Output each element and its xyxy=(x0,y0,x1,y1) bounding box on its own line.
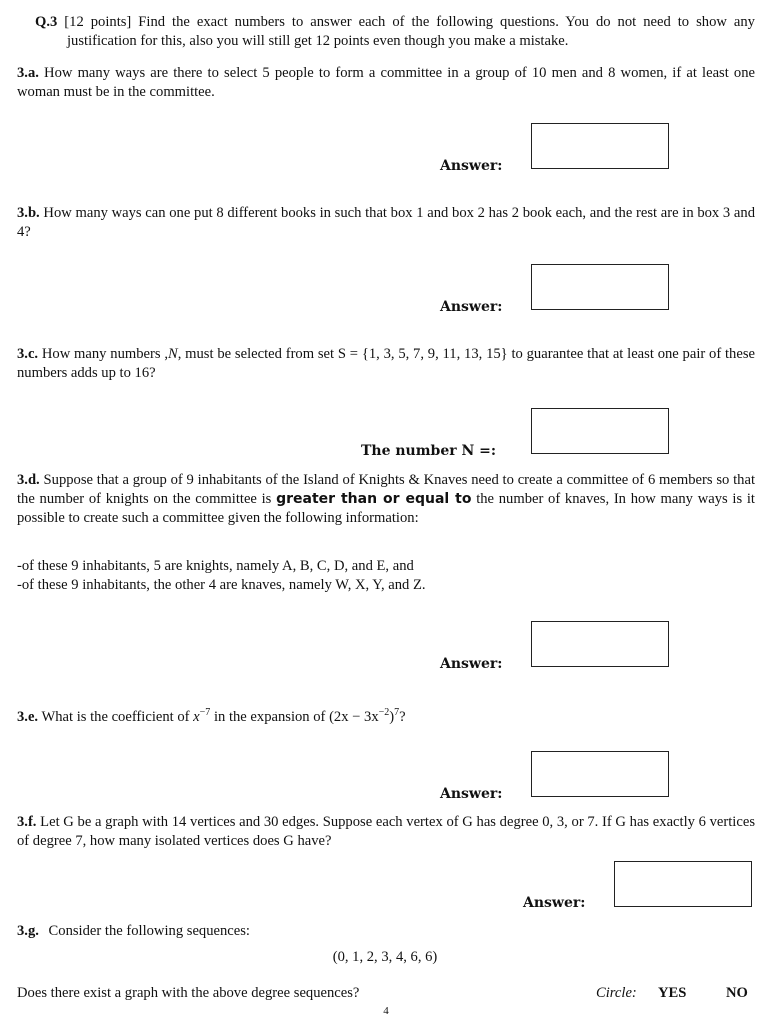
question-3e-expansion-close: ) xyxy=(389,709,395,725)
question-3b-text: How many ways can one put 8 different books in such that box 1 and box 2 has 2 book each, and the rest are in box 3 and 4? xyxy=(17,205,755,240)
answer-3b-box[interactable] xyxy=(531,264,669,310)
question-3g-intro: Consider the following sequences: xyxy=(48,923,250,939)
question-3g xyxy=(17,922,755,941)
question-3b-label: 3.b. xyxy=(17,205,40,221)
answer-3d-label: Answer: xyxy=(440,656,503,672)
question-3e-term: x xyxy=(193,709,200,725)
answer-3c-label: The number N =: xyxy=(361,443,497,459)
question-points: [12 points] xyxy=(64,14,132,30)
question-3f xyxy=(17,813,755,851)
question-header xyxy=(17,13,755,51)
question-3d xyxy=(17,471,755,528)
question-3c-text-mid: , must be selected from set xyxy=(177,346,338,362)
question-3f-text: Let G be a graph with 14 vertices and 30 edges. Suppose each vertex of G has degree 0, 3, or 7. If G has exactly 6 vertices of degree 7, how many isolated vertices does G have? xyxy=(17,814,755,849)
question-3a xyxy=(17,64,755,102)
answer-3b-label: Answer: xyxy=(440,299,503,315)
question-3b xyxy=(17,204,755,242)
question-3g-label: 3.g. xyxy=(17,923,39,939)
question-number: Q.3 xyxy=(35,14,58,30)
answer-3f-label: Answer: xyxy=(523,895,586,911)
no-option[interactable]: NO xyxy=(726,985,748,1001)
question-3e-label: 3.e. xyxy=(17,709,39,725)
question-3d-info-knights: -of these 9 inhabitants, 5 are knights, namely A, B, C, D, and E, and xyxy=(17,558,414,574)
question-3c-text-after: to guarantee that at least one pair of these numbers adds up to 16? xyxy=(17,346,755,381)
question-3e-expansion-base: (2x − 3x xyxy=(329,709,379,725)
yes-option[interactable]: YES xyxy=(658,985,687,1001)
question-3g-sequence: (0, 1, 2, 3, 4, 6, 6) xyxy=(332,949,438,965)
question-3g-question: Does there exist a graph with the above degree sequences? xyxy=(17,985,360,1001)
question-3e-term-exp: −7 xyxy=(199,707,211,718)
answer-3c-box[interactable] xyxy=(531,408,669,454)
answer-3a-label: Answer: xyxy=(440,158,503,174)
question-3d-text-before: Suppose that a group of 9 inhabitants of the Island of Knights & Knaves need to create a committee of 6 members so that the number of knights on the committee is xyxy=(17,472,756,507)
question-3e-inner-exp: −2 xyxy=(378,707,390,718)
answer-3e-label: Answer: xyxy=(440,786,503,802)
answer-3a-box[interactable] xyxy=(531,123,669,169)
question-3a-label: 3.a. xyxy=(17,65,39,81)
question-3a-text: How many ways are there to select 5 people to form a committee in a group of 10 men and 8 women, if at least one woman must be in the committee. xyxy=(17,65,755,100)
question-3d-emphasis: greater than or equal to xyxy=(276,491,472,507)
question-3c-var-n: N xyxy=(167,346,178,362)
question-3e-outer-exp: 7 xyxy=(394,707,400,718)
question-3d-info-knaves: -of these 9 inhabitants, the other 4 are knaves, namely W, X, Y, and Z. xyxy=(17,577,426,593)
question-instructions: Find the exact numbers to answer each of the following questions. You do not need to show any justification for this, also you will still get 12 points even though you make a mistake. xyxy=(67,14,755,49)
question-3g-circle-label: Circle: xyxy=(596,985,637,1001)
question-3e xyxy=(17,703,755,727)
question-3e-text-after: ? xyxy=(399,709,406,725)
answer-3d-box[interactable] xyxy=(531,621,669,667)
question-3d-text-after: the number of knaves, In how many ways is it possible to create such a committee given the following information: xyxy=(17,491,755,526)
question-3e-text-mid: in the expansion of xyxy=(210,709,330,725)
question-3d-info xyxy=(17,557,755,595)
question-3c xyxy=(17,345,755,383)
page-number: 4 xyxy=(383,1005,389,1017)
answer-3e-box[interactable] xyxy=(531,751,669,797)
question-3e-text-before: What is the coefficient of xyxy=(41,709,194,725)
question-3c-label: 3.c. xyxy=(17,346,39,362)
question-3c-text-before: How many numbers , xyxy=(41,346,168,362)
question-3f-label: 3.f. xyxy=(17,814,37,830)
question-3d-label: 3.d. xyxy=(17,472,40,488)
answer-3f-box[interactable] xyxy=(614,861,752,907)
question-3c-set: S = {1, 3, 5, 7, 9, 11, 13, 15} xyxy=(337,346,508,362)
